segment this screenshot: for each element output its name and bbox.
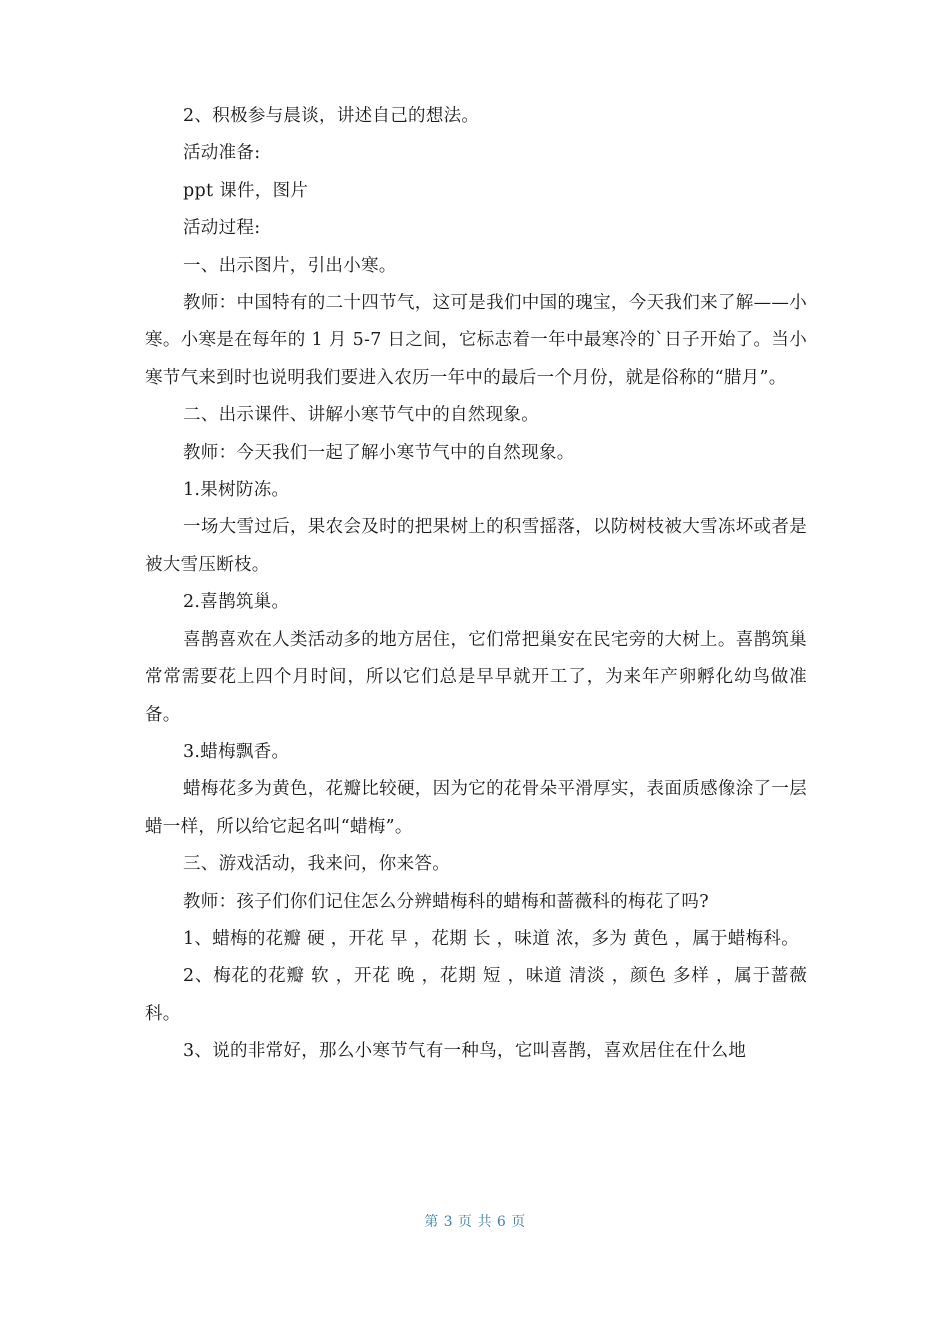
page-body: [145, 98, 807, 1071]
paragraph: 1、蜡梅的花瓣 硬 ，开花 早 ，花期 长 ，味道 浓，多为 黄色 ，属于蜡梅科。: [183, 928, 799, 949]
step-heading: 二、出示课件、讲解小寒节气中的自然现象。: [183, 405, 539, 426]
section-heading-preparation: 活动准备:: [183, 143, 261, 164]
list-item-heading: 1.果树防冻。: [183, 480, 290, 501]
step-heading: 三、游戏活动，我来问，你来答。: [183, 854, 450, 875]
paragraph: 2、梅花的花瓣 软 ，开花 晚 ，花期 短 ，味道 清淡 ，颜色 多样 ，属于蔷薇科。: [145, 966, 807, 1024]
paragraph: 3、说的非常好，那么小寒节气有一种鸟，它叫喜鹊，喜欢居住在什么地: [183, 1041, 747, 1062]
list-item-heading: 3.蜡梅飘香。: [183, 741, 290, 762]
section-heading-process: 活动过程:: [183, 218, 261, 239]
step-heading: 一、出示图片，引出小寒。: [183, 255, 397, 276]
list-item-heading: 2.喜鹊筑巢。: [183, 592, 290, 613]
paragraph: ppt 课件，图片: [183, 180, 309, 201]
paragraph: 蜡梅花多为黄色，花瓣比较硬，因为它的花骨朵平滑厚实，表面质感像涂了一层蜡一样，所以给它起名叫“蜡梅”。: [145, 779, 807, 837]
paragraph: 教师：今天我们一起了解小寒节气中的自然现象。: [183, 442, 575, 463]
paragraph: 教师：孩子们你们记住怎么分辨蜡梅科的蜡梅和蔷薇科的梅花了吗?: [183, 891, 709, 912]
page-number-text: 第 3 页 共 6 页: [424, 1214, 526, 1230]
paragraph: 教师：中国特有的二十四节气，这可是我们中国的瑰宝，今天我们来了解——小寒。小寒是在每年的 1 月 5-7 日之间，它标志着一年中最寒冷的`日子开始了。当小寒节气来到时也说明我们要进入农历一年中的最后一个月份，就是俗称的“腊月”。: [145, 293, 807, 388]
paragraph: 一场大雪过后，果农会及时的把果树上的积雪摇落，以防树枝被大雪冻坏或者是被大雪压断枝。: [145, 517, 807, 575]
paragraph: 2、积极参与晨谈，讲述自己的想法。: [183, 106, 480, 126]
paragraph: 喜鹊喜欢在人类活动多的地方居住，它们常把巢安在民宅旁的大树上。喜鹊筑巢常常需要花上四个月时间，所以它们总是早早就开工了，为来年产卵孵化幼鸟做准备。: [145, 629, 807, 725]
page-number-footer: [0, 1211, 950, 1231]
